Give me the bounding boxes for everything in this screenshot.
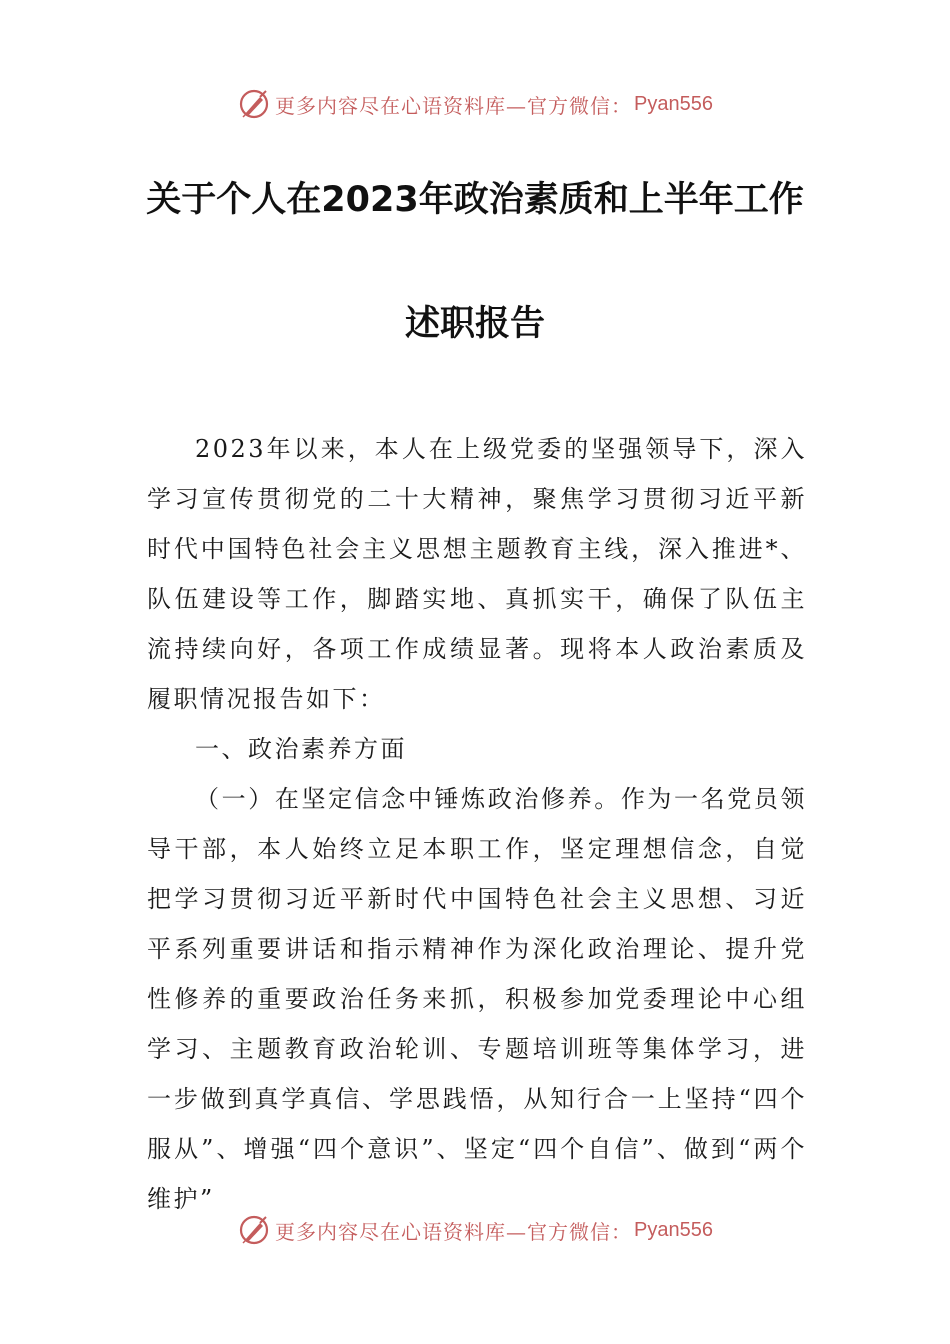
header-watermark	[0, 84, 950, 124]
watermark-text: 更多内容尽在心语资料库—官方微信：	[275, 93, 633, 118]
watermark-wechat-id: Pyan556	[634, 92, 713, 115]
watermark-wechat-id: Pyan556	[634, 1218, 713, 1241]
body-paragraph: （一）在坚定信念中锤炼政治修养。作为一名党员领导干部，本人始终立足本职工作，坚定理想信念，自觉把学习贯彻习近平新时代中国特色社会主义思想、习近平系列重要讲话和指示精神作为深化政治理论、提升党性修养的重要政治任务来抓，积极参加党委理论中心组学习、主题教育政治轮训、专题培训班等集体学习，进一步做到真学真信、学思践悟，从知行合一上坚持“四个服从”、增强“四个意识”、坚定“四个自信”、做到“两个维护”	[147, 785, 807, 1213]
body-paragraph: 2023年以来，本人在上级党委的坚强领导下，深入学习宣传贯彻党的二十大精神，聚焦学习贯彻习近平新时代中国特色社会主义思想主题教育主线，深入推进*、队伍建设等工作，脚踏实地、真抓实干，确保了队伍主流持续向好，各项工作成绩显著。现将本人政治素质及履职情况报告如下：	[147, 435, 807, 713]
quill-logo-icon	[237, 87, 271, 121]
quill-logo-icon	[237, 1213, 271, 1247]
footer-watermark	[0, 1210, 950, 1250]
document-title-line-2: 述职报告	[404, 304, 545, 344]
section-heading: 一、政治素养方面	[195, 735, 407, 763]
watermark-text: 更多内容尽在心语资料库—官方微信：	[275, 1219, 633, 1244]
document-title-line-1: 关于个人在2023年政治素质和上半年工作	[146, 180, 804, 220]
document-body	[147, 424, 807, 1224]
